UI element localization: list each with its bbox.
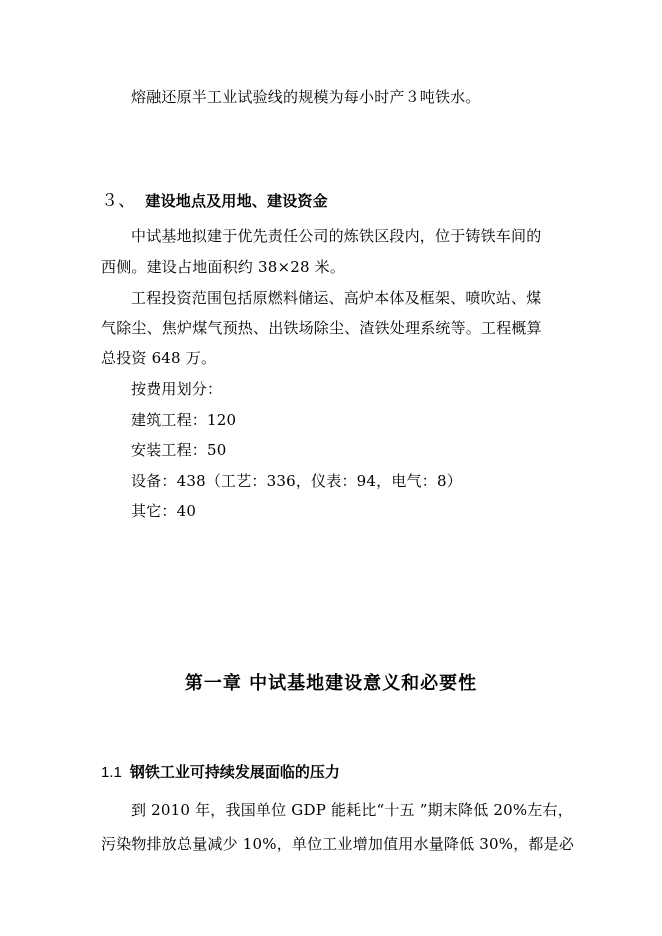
site-paragraph-line-2: 西侧。建设占地面积约 38×28 米。 xyxy=(101,258,346,276)
subsection-1-1-number: 1.1 xyxy=(101,764,122,781)
subsection-1-1-title: 钢铁工业可持续发展面临的压力 xyxy=(129,763,340,781)
section-3-number: ３、 xyxy=(101,191,136,210)
cost-item-installation: 安装工程：50 xyxy=(131,441,227,459)
pressure-paragraph-line-2: 污染物排放总量减少 10%，单位工业增加值用水量降低 30%，都是必 xyxy=(101,835,575,853)
section-3-title: 建设地点及用地、建设资金 xyxy=(145,192,328,210)
cost-breakdown-intro: 按费用划分： xyxy=(131,380,223,398)
intro-paragraph: 熔融还原半工业试验线的规模为每小时产３吨铁水。 xyxy=(131,88,481,106)
cost-item-other: 其它：40 xyxy=(131,502,197,520)
section-3-heading xyxy=(101,191,328,211)
cost-item-construction: 建筑工程：120 xyxy=(131,411,237,429)
investment-paragraph-line-3: 总投资 648 万。 xyxy=(101,349,217,367)
investment-paragraph-line-1: 工程投资范围包括原燃料储运、高炉本体及框架、喷吹站、煤 xyxy=(131,289,542,307)
pressure-paragraph-line-1: 到 2010 年，我国单位 GDP 能耗比“十五 ”期末降低 20%左右， xyxy=(131,801,573,819)
cost-item-equipment: 设备：438（工艺：336，仪表：94，电气：8） xyxy=(131,472,462,490)
site-paragraph-line-1: 中试基地拟建于优先责任公司的炼铁区段内，位于铸铁车间的 xyxy=(131,227,542,245)
chapter-1-title: 第一章 中试基地建设意义和必要性 xyxy=(184,673,478,694)
subsection-1-1-heading xyxy=(101,762,340,783)
investment-paragraph-line-2: 气除尘、焦炉煤气预热、出铁场除尘、渣铁处理系统等。工程概算 xyxy=(101,319,542,337)
